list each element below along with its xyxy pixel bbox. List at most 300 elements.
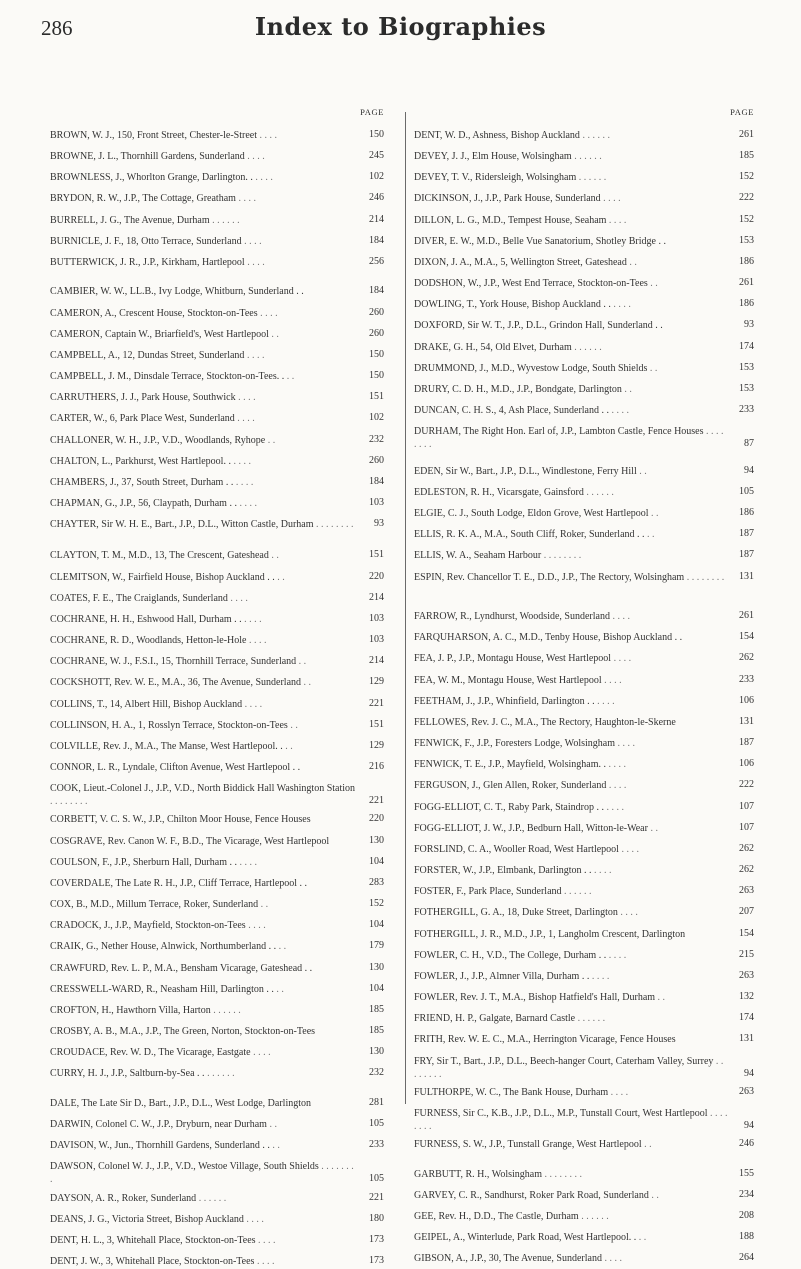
entry-page-number: 174 (739, 341, 754, 352)
index-entry (50, 477, 390, 490)
page-number: 286 (41, 16, 73, 40)
index-entry (414, 929, 760, 942)
entry-name: DARWIN, Colonel C. W., J.P., Dryburn, near Durham . . (50, 1119, 277, 1130)
index-entry (414, 193, 760, 206)
dot-leader: . . . . (235, 392, 256, 403)
dot-leader: . . . . (244, 350, 265, 361)
entry-name: DICKINSON, J., J.P., Park House, Sunderland . . . . (414, 193, 621, 204)
entry-page-number: 222 (739, 192, 754, 203)
dot-leader: . . . . . . (210, 1005, 241, 1016)
entry-page-number: 222 (739, 779, 754, 790)
dot-leader: . . . . (233, 477, 254, 488)
entry-page-number: 107 (739, 801, 754, 812)
index-entry (50, 677, 390, 690)
entry-page-number: 105 (369, 1118, 384, 1129)
index-entry (414, 738, 760, 751)
dot-leader: . . . . (610, 299, 631, 310)
index-entry (50, 741, 390, 754)
entry-page-number: 187 (739, 549, 754, 560)
entry-name: FENWICK, F., J.P., Foresters Lodge, Wolsingham . . . . (414, 738, 635, 749)
dot-leader: . . (621, 384, 632, 395)
entry-name: CHALTON, L., Parkhurst, West Hartlepool. . . . . . (50, 456, 251, 467)
entry-page-number: 184 (369, 285, 384, 296)
index-entry (414, 236, 760, 249)
entry-page-number: 263 (739, 1086, 754, 1097)
entry-page-number: 107 (739, 822, 754, 833)
dot-leader: . . . . (608, 1087, 629, 1098)
dot-leader: . . . . (591, 865, 612, 876)
index-entry (50, 329, 390, 342)
dot-leader: . . . . (243, 1214, 264, 1225)
dot-leader: . . . . . . . . (541, 550, 582, 561)
index-entry (414, 675, 760, 688)
entry-page-number: 261 (739, 129, 754, 140)
entry-page-number: 150 (369, 129, 384, 140)
index-entry (50, 762, 390, 775)
entry-name: DOWLING, T., York House, Bishop Auckland . . . . . . (414, 299, 631, 310)
entry-name: ESPIN, Rev. Chancellor T. E., D.D., J.P., The Rectory, Wolsingham . . . . . . . . (414, 572, 725, 583)
entry-page-number: 103 (369, 634, 384, 645)
dot-leader: . . . . (230, 456, 251, 467)
dot-leader: . . . . (235, 193, 256, 204)
dot-leader: . . . . (245, 920, 266, 931)
entry-page-number: 221 (369, 1192, 384, 1203)
entry-page-number: 151 (369, 391, 384, 402)
index-entry (50, 350, 390, 363)
entry-name: COLLINS, T., 14, Albert Hill, Bishop Auckland . . . . (50, 699, 263, 710)
entry-page-number: 102 (369, 412, 384, 423)
index-entry (414, 529, 760, 542)
entry-page-number: 154 (739, 928, 754, 939)
entry-page-number: 187 (739, 737, 754, 748)
index-entry (50, 814, 390, 827)
entry-name: DUNCAN, C. H. S., 4, Ash Place, Sunderland . . . . . . (414, 405, 629, 416)
entry-page-number: 153 (739, 362, 754, 373)
index-entry (50, 1140, 390, 1153)
entry-page-number: 180 (369, 1213, 384, 1224)
entry-name: ELLIS, W. A., Seaham Harbour . . . . . . . . (414, 550, 582, 561)
index-entry (414, 466, 760, 479)
entry-page-number: 246 (369, 192, 384, 203)
index-entry (414, 971, 760, 984)
entry-name: CONNOR, L. R., Lyndale, Clifton Avenue, West Hartlepool . . (50, 762, 301, 773)
index-entry (414, 950, 760, 963)
dot-leader: . . (648, 1190, 659, 1201)
entry-name: DOXFORD, Sir W. T., J.P., D.L., Grindon Hall, Sunderland . . (414, 320, 663, 331)
index-entry (50, 550, 390, 563)
dot-leader: . . . . . . (576, 172, 607, 183)
entry-name: FRITH, Rev. W. E. C., M.A., Herrington Vicarage, Fence Houses (414, 1034, 676, 1045)
index-entry (414, 1139, 760, 1152)
index-entry (414, 405, 760, 418)
dot-leader: . . . . (589, 971, 610, 982)
dot-leader: . . . . . . (575, 1013, 606, 1024)
entry-name: BURRELL, J. G., The Avenue, Durham . . . . . . (50, 215, 240, 226)
index-entry (414, 550, 760, 563)
entry-page-number: 130 (369, 1046, 384, 1057)
entry-page-number: 233 (369, 1139, 384, 1150)
entry-page-number: 221 (369, 698, 384, 709)
entry-page-number: 131 (739, 716, 754, 727)
index-entry (414, 151, 760, 164)
dot-leader: . . . . (227, 593, 248, 604)
index-entry (50, 593, 390, 606)
dot-leader: . . . . (606, 950, 627, 961)
index-entry (414, 611, 760, 624)
entry-page-number: 187 (739, 528, 754, 539)
entry-page-number: 93 (744, 319, 754, 330)
entry-page-number: 106 (739, 758, 754, 769)
index-entry (50, 899, 390, 912)
dot-leader: . . (268, 550, 279, 561)
entry-name: FORSLIND, C. A., Wooller Road, West Hartlepool . . . . (414, 844, 639, 855)
running-title: Index to Biographies (254, 12, 547, 41)
entry-name: COCKSHOTT, Rev. W. E., M.A., 36, The Avenue, Sunderland . . (50, 677, 312, 688)
entry-page-number: 104 (369, 919, 384, 930)
entry-name: FOSTER, F., Park Place, Sunderland . . . . . . (414, 886, 592, 897)
dot-leader: . . . . . . (571, 151, 602, 162)
index-entry (414, 1253, 760, 1266)
dot-leader: . . (641, 1139, 652, 1150)
entry-name: BRYDON, R. W., J.P., The Cottage, Greatham . . . . (50, 193, 256, 204)
entry-page-number: 93 (374, 518, 384, 529)
entry-page-number: 179 (369, 940, 384, 951)
entry-page-number: 129 (369, 740, 384, 751)
entry-name: FURNESS, Sir C., K.B., J.P., D.L., M.P., Tunstall Court, West Hartlepool . . . . . . . . (414, 1108, 728, 1132)
entry-name: FARQUHARSON, A. C., M.D., Tenby House, Bishop Auckland . . (414, 632, 683, 643)
dot-leader: . . . . (603, 802, 624, 813)
dot-leader: . . . . (611, 653, 632, 664)
entry-name: BROWNE, J. L., Thornhill Gardens, Sunderland . . . . (50, 151, 265, 162)
index-entry (50, 1235, 390, 1248)
entry-name: DURHAM, The Right Hon. Earl of, J.P., Lambton Castle, Fence Houses . . . . . . . . (414, 426, 724, 450)
dot-leader: . . (276, 941, 287, 952)
entry-page-number: 150 (369, 349, 384, 360)
entry-page-number: 260 (369, 455, 384, 466)
entry-name: CLAYTON, T. M., M.D., 13, The Crescent, Gateshead . . (50, 550, 279, 561)
dot-leader: . . . . (615, 738, 635, 749)
entry-page-number: 132 (739, 991, 754, 1002)
dot-leader: . . . . (244, 257, 265, 268)
entry-name: FEA, W. M., Montagu House, West Hartlepool . . . . (414, 675, 622, 686)
index-entry (50, 286, 390, 299)
index-entry (50, 1161, 390, 1186)
index-entry (414, 572, 760, 585)
entry-page-number: 233 (739, 674, 754, 685)
entry-name: CRESSWELL-WARD, R., Neasham Hill, Darlington . . . . (50, 984, 284, 995)
index-entry (50, 878, 390, 891)
dot-leader: . . . . . . (579, 130, 610, 141)
dot-leader: . . (655, 992, 666, 1003)
dot-leader: . . . . (255, 1235, 276, 1246)
entry-page-number: 174 (739, 1012, 754, 1023)
dot-leader: . . (626, 257, 637, 268)
index-entry (50, 984, 390, 997)
entry-name: GEE, Rev. H., D.D., The Castle, Durham . . . . . . (414, 1211, 609, 1222)
entry-page-number: 263 (739, 970, 754, 981)
index-entry (50, 519, 390, 532)
dot-leader: . . . . (257, 308, 278, 319)
entry-page-number: 260 (369, 328, 384, 339)
entry-name: COLLINSON, H. A., 1, Rosslyn Terrace, Stockton-on-Tees . . (50, 720, 298, 731)
entry-page-number: 103 (369, 613, 384, 624)
entry-page-number: 262 (739, 864, 754, 875)
index-entry (50, 257, 390, 270)
index-entry (414, 342, 760, 355)
entry-page-number: 185 (369, 1025, 384, 1036)
dot-leader: . . (647, 823, 658, 834)
index-entry (414, 1169, 760, 1182)
page-header (0, 0, 801, 80)
entry-name: DENT, W. D., Ashness, Bishop Auckland . . . . . . (414, 130, 610, 141)
dot-leader: . . . . (241, 614, 262, 625)
entry-page-number: 152 (739, 214, 754, 225)
index-entry (50, 836, 390, 849)
index-entry (414, 1056, 760, 1081)
entry-name: COVERDALE, The Late R. H., J.P., Cliff Terrace, Hartlepool . . (50, 878, 308, 889)
entry-name: DEVEY, T. V., Ridersleigh, Wolsingham . . . . . . (414, 172, 607, 183)
entry-name: DIVER, E. W., M.D., Belle Vue Sanatorium, Shotley Bridge . . (414, 236, 666, 247)
dot-leader: . . . . (236, 498, 257, 509)
entry-page-number: 184 (369, 476, 384, 487)
entry-page-number: 262 (739, 652, 754, 663)
entry-name: FENWICK, T. E., J.P., Mayfield, Wolsingham. . . . . . (414, 759, 626, 770)
dot-leader: . . . . . . . . (50, 795, 88, 807)
dot-leader: . . (273, 984, 284, 995)
entry-name: BUTTERWICK, J. R., J.P., Kirkham, Hartlepool . . . . (50, 257, 265, 268)
dot-leader: . . (282, 741, 293, 752)
dot-leader: . . . . (244, 151, 265, 162)
index-entry (50, 635, 390, 648)
index-entry (50, 1026, 390, 1039)
index-entry (414, 426, 760, 451)
index-entry (414, 1108, 760, 1133)
entry-name: FEA, J. P., J.P., Montagu House, West Hartlepool . . . . (414, 653, 632, 664)
entry-page-number: 151 (369, 719, 384, 730)
index-entry (414, 823, 760, 836)
entry-name: FOTHERGILL, G. A., 18, Duke Street, Darlington . . . . (414, 907, 638, 918)
dot-leader: . . (647, 278, 658, 289)
dot-leader: . . (644, 529, 655, 540)
dot-leader: . . . . (254, 1256, 275, 1267)
entry-name: ELGIE, C. J., South Lodge, Eldon Grove, West Hartlepool . . (414, 508, 659, 519)
entry-name: DAVISON, W., Jun., Thornhill Gardens, Sunderland . . . . (50, 1140, 280, 1151)
index-entry (50, 1098, 390, 1111)
dot-leader: . . . . . . (209, 215, 240, 226)
entry-name: COCHRANE, W. J., F.S.I., 15, Thornhill Terrace, Sunderland . . (50, 656, 307, 667)
column-divider (405, 112, 406, 1104)
dot-leader: . . . . (601, 1253, 622, 1264)
entry-name: COATES, F. E., The Craiglands, Sunderland . . . . (50, 593, 248, 604)
entry-name: FELLOWES, Rev. J. C., M.A., The Rectory, Haughton-le-Skerne (414, 717, 676, 728)
entry-name: CHAPMAN, G., J.P., 56, Claypath, Durham . . . . . . (50, 498, 257, 509)
entry-name: EDEN, Sir W., Bart., J.P., D.L., Windlestone, Ferry Hill . . (414, 466, 647, 477)
entry-name: CROSBY, A. B., M.A., J.P., The Green, Norton, Stockton-on-Tees (50, 1026, 316, 1037)
entry-name: FEETHAM, J., J.P., Whinfield, Darlington . . . . . . (414, 696, 615, 707)
entry-page-number: 214 (369, 592, 384, 603)
index-entry (50, 151, 390, 164)
dot-leader: . . . . (609, 611, 630, 622)
dot-leader: . . . . . . (583, 487, 614, 498)
index-entry (414, 1013, 760, 1026)
entry-name: EDLESTON, R. H., Vicarsgate, Gainsford . . . . . . (414, 487, 614, 498)
dot-leader: . . (268, 329, 279, 340)
entry-page-number: 102 (369, 171, 384, 182)
entry-name: CROFTON, H., Hawthorn Villa, Harton . . . . . . (50, 1005, 241, 1016)
dot-leader: . . . . (242, 699, 263, 710)
entry-name: FULTHORPE, W. C., The Bank House, Durham . . . . (414, 1087, 629, 1098)
entry-page-number: 173 (369, 1234, 384, 1245)
entry-page-number: 215 (739, 949, 754, 960)
dot-leader: . . (648, 508, 659, 519)
entry-name: FRY, Sir T., Bart., J.P., D.L., Beech-hanger Court, Caterham Valley, Surrey . . . . . . . . (414, 1056, 724, 1080)
entry-name: GIBSON, A., J.P., 30, The Avenue, Sunderland . . . . (414, 1253, 622, 1264)
entry-page-number: 106 (739, 695, 754, 706)
entry-page-number: 153 (739, 235, 754, 246)
entry-name: CRADOCK, J., J.P., Mayfield, Stockton-on-Tees . . . . (50, 920, 266, 931)
entry-page-number: 220 (369, 571, 384, 582)
index-entry (414, 886, 760, 899)
entry-page-number: 214 (369, 655, 384, 666)
dot-leader: . . (274, 572, 285, 583)
index-entry (414, 363, 760, 376)
index-entry (414, 257, 760, 270)
entry-name: ELLIS, R. K. A., M.A., South Cliff, Roker, Sunderland . . . . (414, 529, 655, 540)
entry-name: GARVEY, C. R., Sandhurst, Roker Park Road, Sunderland . . (414, 1190, 659, 1201)
entry-name: FOWLER, C. H., V.D., The College, Durham . . . . . . (414, 950, 627, 961)
entry-page-number: 154 (739, 631, 754, 642)
entry-name: DRAKE, G. H., 54, Old Elvet, Durham . . . . . . (414, 342, 602, 353)
dot-leader: . . . . . . (204, 1068, 235, 1079)
entry-name: DAYSON, A. R., Roker, Sunderland . . . . . . (50, 1193, 227, 1204)
dot-leader: . . (269, 1140, 280, 1151)
page-column-label: PAGE (730, 107, 754, 117)
index-entry (50, 130, 390, 143)
dot-leader: . . (266, 1119, 277, 1130)
entry-name: DRURY, C. D. H., M.D., J.P., Bondgate, Darlington . . (414, 384, 632, 395)
index-entry (50, 720, 390, 733)
index-entry (414, 632, 760, 645)
index-entry (414, 384, 760, 397)
entry-page-number: 216 (369, 761, 384, 772)
entry-name: CAMERON, A., Crescent House, Stockton-on-Tees . . . . (50, 308, 278, 319)
entry-page-number: 261 (739, 277, 754, 288)
index-entry (50, 413, 390, 426)
index-entry (50, 699, 390, 712)
entry-page-number: 94 (744, 465, 754, 476)
index-entry (414, 1211, 760, 1224)
entry-name: CAMPBELL, J. M., Dinsdale Terrace, Stockton-on-Tees. . . . (50, 371, 295, 382)
index-entry (414, 696, 760, 709)
entry-name: CORBETT, V. C. S. W., J.P., Chilton Moor House, Fence Houses (50, 814, 311, 825)
index-entry (414, 215, 760, 228)
entry-page-number: 186 (739, 256, 754, 267)
entry-page-number: 94 (744, 1119, 754, 1131)
entry-page-number: 260 (369, 307, 384, 318)
index-entry (414, 130, 760, 143)
entry-page-number: 281 (369, 1097, 384, 1108)
index-entry (414, 320, 760, 333)
dot-leader: . . . . (250, 1047, 271, 1058)
entry-name: COULSON, F., J.P., Sherburn Hall, Durham . . . . . . (50, 857, 257, 868)
dot-leader: . . . . (605, 759, 626, 770)
dot-leader: . . (265, 435, 276, 446)
entry-page-number: 152 (369, 898, 384, 909)
index-entry (50, 435, 390, 448)
dot-leader: . . (258, 899, 269, 910)
dot-leader: . . . . (606, 215, 627, 226)
index-entry (50, 1214, 390, 1227)
entry-name: CAMPBELL, A., 12, Dundas Street, Sunderland . . . . (50, 350, 265, 361)
index-entry (50, 215, 390, 228)
entry-name: BURNICLE, J. F., 18, Otto Terrace, Sunderland . . . . (50, 236, 262, 247)
entry-page-number: 263 (739, 885, 754, 896)
entry-name: CARRUTHERS, J. J., Park House, Southwick . . . . (50, 392, 256, 403)
entry-page-number: 173 (369, 1255, 384, 1266)
entry-page-number: 150 (369, 370, 384, 381)
entry-name: DAWSON, Colonel W. J., J.P., V.D., Westoe Village, South Shields . . . . . . . . (50, 1161, 354, 1185)
index-entry (414, 487, 760, 500)
entry-name: COX, B., M.D., Millum Terrace, Roker, Sunderland . . (50, 899, 269, 910)
entry-name: DEVEY, J. J., Elm House, Wolsingham . . . . . . (414, 151, 602, 162)
entry-page-number: 186 (739, 507, 754, 518)
entry-name: DEANS, J. G., Victoria Street, Bishop Auckland . . . . (50, 1214, 264, 1225)
entry-name: FOTHERGILL, J. R., M.D., J.P., 1, Langholm Crescent, Darlington (414, 929, 686, 940)
entry-name: DILLON, L. G., M.D., Tempest House, Seaham . . . . (414, 215, 627, 226)
index-entry (414, 1087, 760, 1100)
entry-page-number: 188 (739, 1231, 754, 1242)
dot-leader: . . . . . . (196, 1193, 227, 1204)
dot-leader: . . (647, 363, 658, 374)
entry-name: CLEMITSON, W., Fairfield House, Bishop Auckland . . . . (50, 572, 285, 583)
entry-page-number: 94 (744, 1067, 754, 1079)
index-entry (50, 392, 390, 405)
index-entry (414, 992, 760, 1005)
index-entry (50, 614, 390, 627)
entry-name: CRAWFURD, Rev. L. P., M.A., Bensham Vicarage, Gateshead . . (50, 963, 313, 974)
index-entry (50, 857, 390, 870)
index-entry (50, 1047, 390, 1060)
index-entry (50, 1068, 390, 1081)
entry-name: CROUDACE, Rev. W. D., The Vicarage, Eastgate . . . . (50, 1047, 271, 1058)
entry-page-number: 262 (739, 843, 754, 854)
entry-page-number: 221 (369, 794, 384, 806)
dot-leader: . . . . (594, 696, 615, 707)
dot-leader: . . (296, 656, 307, 667)
dot-leader: . . . . . . . . (414, 1056, 724, 1080)
entry-name: DENT, J. W., 3, Whitehall Place, Stockton-on-Tees . . . . (50, 1256, 275, 1267)
dot-leader: . . . . (246, 635, 267, 646)
index-entry (50, 1005, 390, 1018)
dot-leader: . . . . . . . . (50, 1161, 354, 1185)
entry-name: FORSTER, W., J.P., Elmbank, Darlington . . . . . . (414, 865, 612, 876)
entry-page-number: 155 (739, 1168, 754, 1179)
index-entry (414, 508, 760, 521)
entry-page-number: 130 (369, 962, 384, 973)
entry-page-number: 185 (369, 1004, 384, 1015)
entry-page-number: 208 (739, 1210, 754, 1221)
entry-page-number: 152 (739, 171, 754, 182)
entry-name: DODSHON, W., J.P., West End Terrace, Stockton-on-Tees . . (414, 278, 658, 289)
dot-leader: . . . . (601, 675, 622, 686)
entry-name: FARROW, R., Lyndhurst, Woodside, Sunderland . . . . (414, 611, 630, 622)
entry-page-number: 207 (739, 906, 754, 917)
entry-page-number: 151 (369, 549, 384, 560)
entry-name: COOK, Lieut.-Colonel J., J.P., V.D., North Biddick Hall Washington Station . . . . . . . . (50, 783, 356, 807)
index-entry (414, 802, 760, 815)
entry-name: GARBUTT, R. H., Wolsingham . . . . . . . . (414, 1169, 582, 1180)
page-column-label: PAGE (360, 107, 384, 117)
